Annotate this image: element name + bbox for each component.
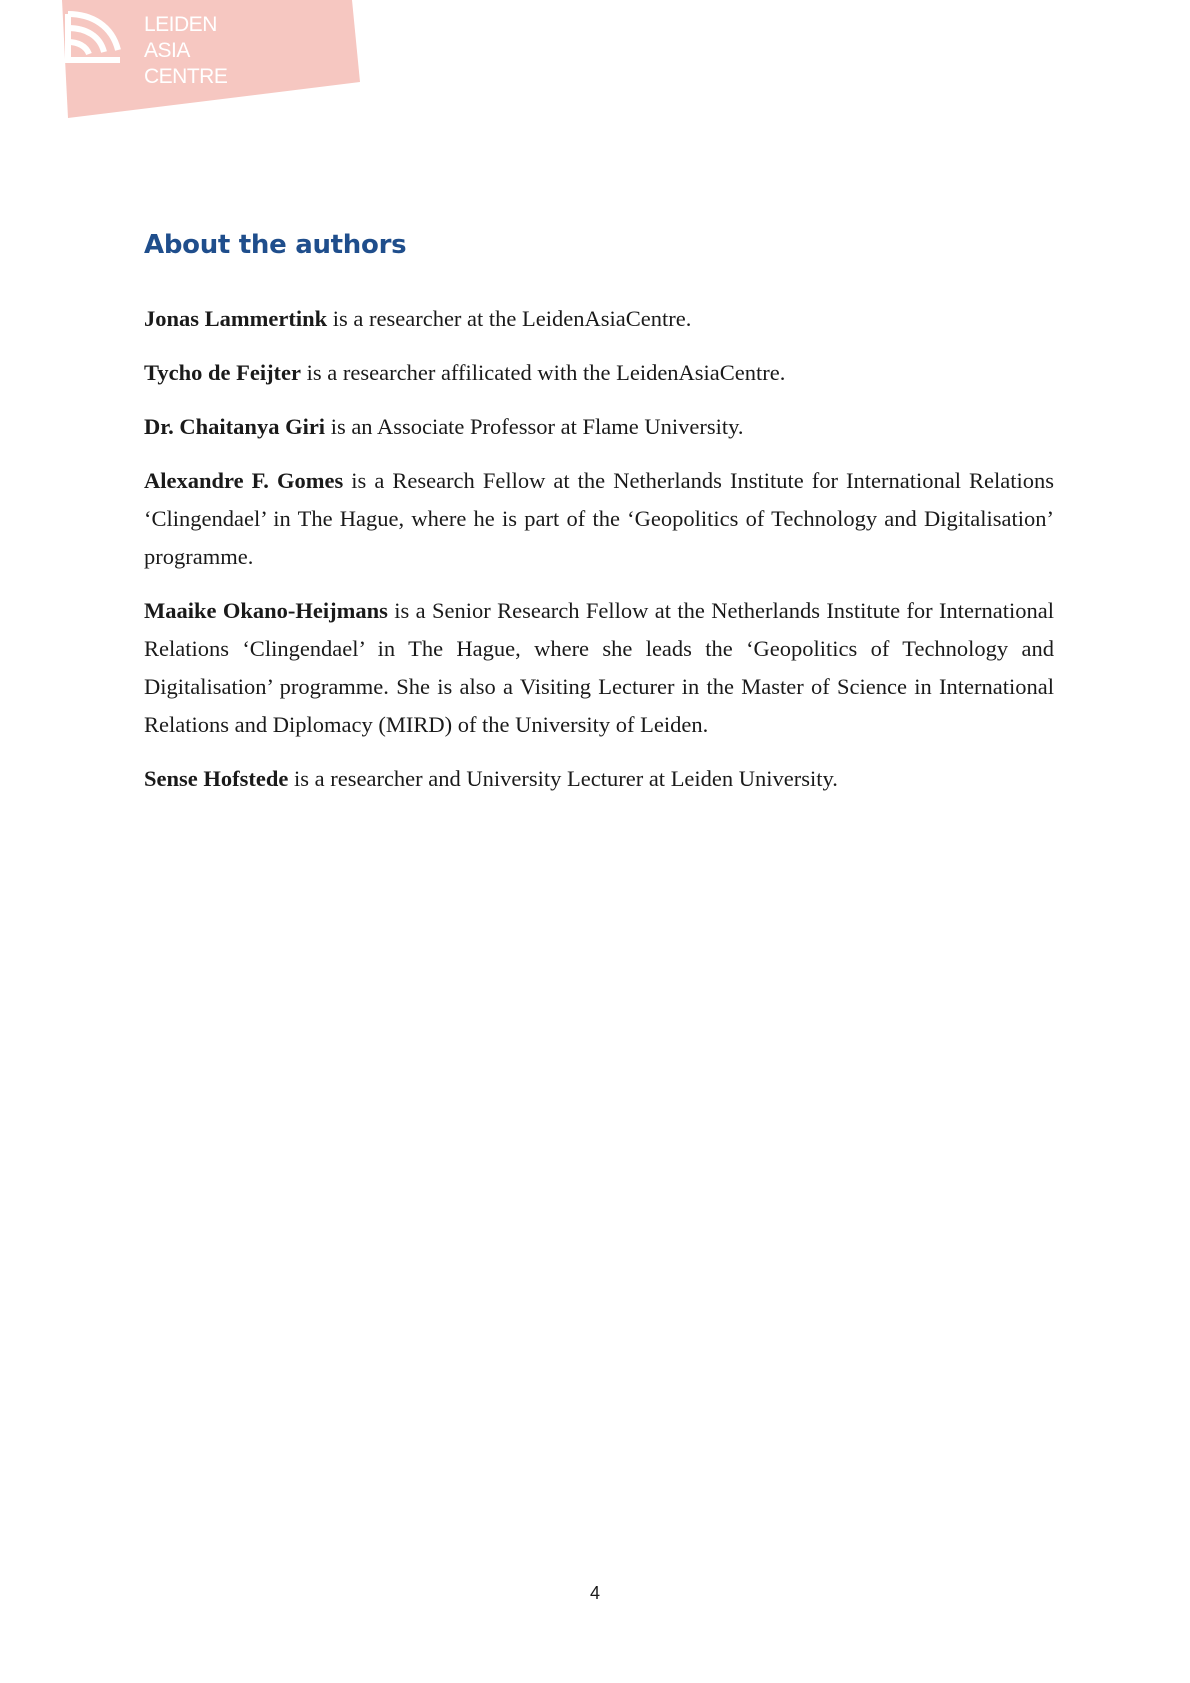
author-name: Jonas Lammertink [144,306,328,331]
author-bio [144,592,1054,744]
logo-line-centre: CENTRE [144,65,228,88]
author-list [144,300,1054,814]
author-bio [144,462,1054,576]
author-name: Dr. Chaitanya Giri [144,414,326,439]
author-description: is a Senior Research Fellow at the Netherlands Institute for International Relations ‘Clingendael’ in The Hague, where she leads the ‘Geopolitics of Technology and Digitalisation’ programme. She is also a Visiting Lecturer in the Master of Science in International Relations and Diplomacy (MIRD) of the University of Leiden. [144,598,1054,737]
author-name: Alexandre F. Gomes [144,468,344,493]
logo-wordmark [144,12,227,90]
author-description: is a researcher affilicated with the LeidenAsiaCentre. [301,360,786,385]
leiden-asia-centre-logo-icon [62,0,126,66]
author-bio [144,408,1054,446]
author-description: is a researcher and University Lecturer at Leiden University. [288,766,838,791]
page-number: 4 [589,1583,600,1603]
logo-line-leiden: LEIDEN [144,13,217,36]
author-name: Tycho de Feijter [144,360,302,385]
page-title: About the authors [144,230,407,260]
author-description: is a Research Fellow at the Netherlands Institute for International Relations ‘Clingendael’ in The Hague, where he is part of the ‘Geopolitics of Technology and Digitalisation’ programme. [144,468,1054,569]
author-bio [144,354,1054,392]
author-description: is an Associate Professor at Flame University. [325,414,744,439]
author-name: Maaike Okano-Heijmans [144,598,388,623]
logo-banner [62,0,382,120]
author-bio [144,760,1054,798]
author-description: is a researcher at the LeidenAsiaCentre. [327,306,692,331]
author-bio [144,300,1054,338]
author-name: Sense Hofstede [144,766,289,791]
logo-line-asia: ASIA [144,39,190,62]
